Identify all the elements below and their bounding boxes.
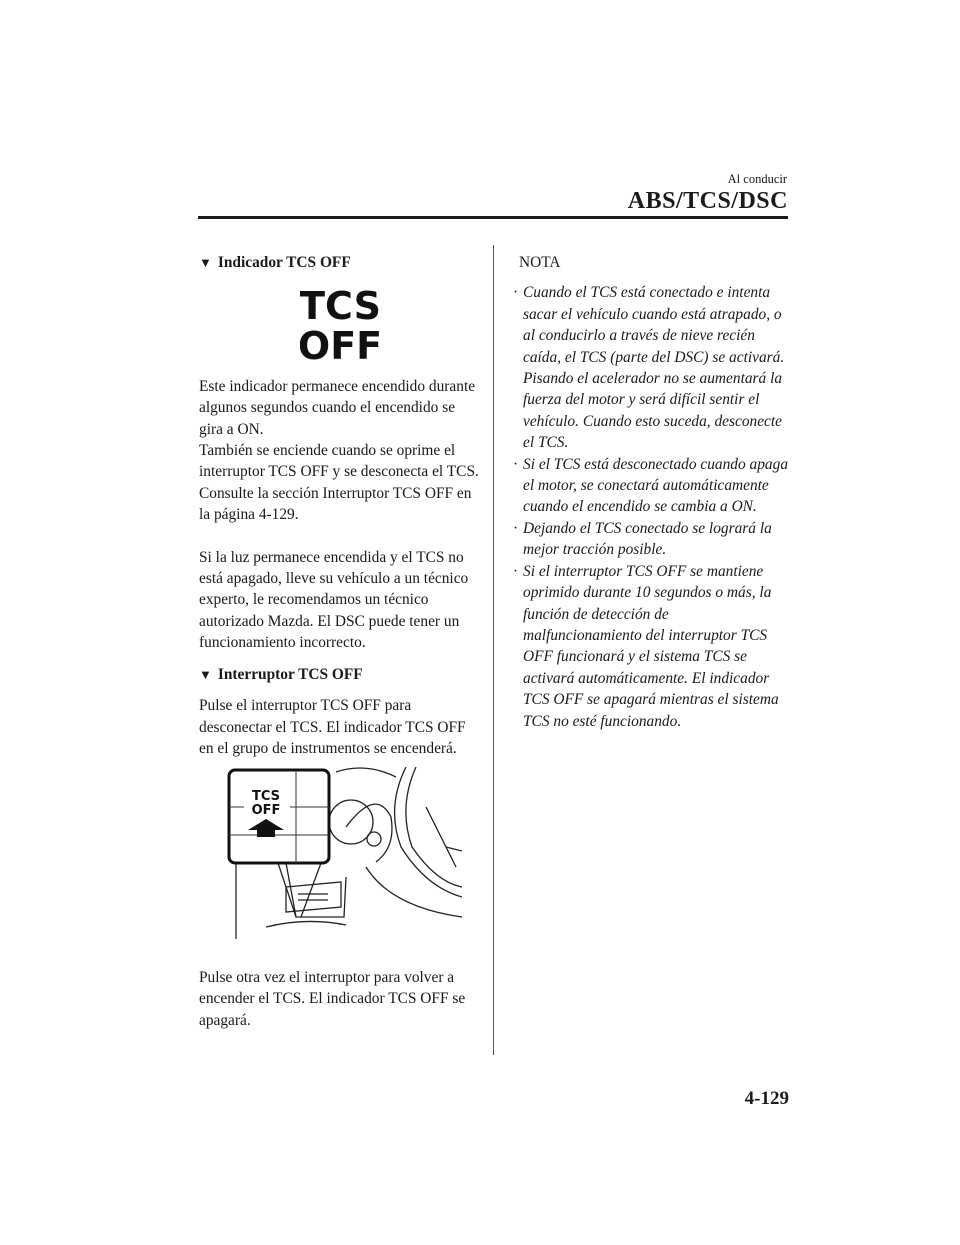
heading-interruptor-tcs-off xyxy=(199,664,481,685)
paragraph-reference: Consulte la sección Interruptor TCS OFF en la página 4-129. xyxy=(199,484,472,524)
heading-text: Interruptor TCS OFF xyxy=(217,665,363,683)
dashboard-switch-illustration xyxy=(226,767,462,939)
paragraph-switch-reenable: Pulse otra vez el interruptor para volver a encender el TCS. El indicador TCS OFF se apagará. xyxy=(199,968,466,1029)
switch-label-line-2: OFF xyxy=(251,803,281,819)
notes-list xyxy=(509,282,789,732)
right-column xyxy=(509,252,789,732)
note-item xyxy=(509,454,789,518)
note-item xyxy=(509,282,789,453)
paragraph-indicator-on: También se enciende cuando se oprime el interruptor TCS OFF y se desconecta el TCS. xyxy=(199,442,479,481)
spacer xyxy=(199,526,481,547)
spacer xyxy=(199,946,481,967)
header-title: ABS/TCS/DSC xyxy=(627,188,788,214)
triangle-down-icon: ▼ xyxy=(199,255,212,270)
switch-label-line-1: TCS xyxy=(251,789,281,805)
nota-label: NOTA xyxy=(519,254,561,271)
tcs-off-indicator-icon xyxy=(300,283,380,363)
note-item xyxy=(509,561,789,732)
left-column xyxy=(199,252,481,1031)
note-text: Cuando el TCS está conectado e intenta sacar el vehículo cuando está atrapado, o al conducirlo a través de nieve recién caída, el TCS (parte del DSC) se activará. Pisando el acelerador no se aumentará la fuerza del motor y será difícil sentir el vehículo. Cuando esto suceda, desconecte el TCS. xyxy=(523,284,785,452)
note-text: Dejando el TCS conectado se logrará la mejor tracción posible. xyxy=(523,519,772,559)
triangle-down-icon: ▼ xyxy=(199,666,212,682)
header-section-label: Al conducir xyxy=(727,172,787,186)
indicator-line-2: OFF xyxy=(300,324,380,364)
heading-text: Indicador TCS OFF xyxy=(217,254,351,271)
paragraph-switch-usage: Pulse el interruptor TCS OFF para desconectar el TCS. El indicador TCS OFF en el grupo de instrumentos se encenderá. xyxy=(199,697,466,757)
spacer xyxy=(199,685,481,695)
bullet-icon: · xyxy=(513,562,519,580)
spacer xyxy=(199,654,481,664)
indicator-line-1: TCS xyxy=(300,284,380,329)
bullet-icon: · xyxy=(513,519,519,537)
page-number: 4-129 xyxy=(744,1088,789,1109)
note-text: Si el TCS está desconectado cuando apaga el motor, se conectará automáticamente cuando el encendido se cambia a ON. xyxy=(523,455,789,516)
paragraph-warning: Si la luz permanece encendida y el TCS no está apagado, lleve su vehículo a un técnico experto, le recomendamos un técnico autorizado Mazda. El DSC puede tener un funcionamiento incorrecto. xyxy=(199,548,469,652)
column-divider xyxy=(493,245,494,1055)
paragraph-indicator-desc: Este indicador permanece encendido durante algunos segundos cuando el encendido se gira a ON. xyxy=(199,377,476,438)
bullet-icon: · xyxy=(513,455,519,473)
note-item xyxy=(509,518,789,561)
note-text: Si el interruptor TCS OFF se mantiene oprimido durante 10 segundos o más, la función de detección de malfuncionamiento del interruptor TCS OFF funcionará y el sistema TCS se activará automáticamente. El indicador TCS OFF se apagará mientras el sistema TCS no esté funcionando. xyxy=(523,562,779,730)
header-rule xyxy=(198,216,788,219)
heading-indicador-tcs-off xyxy=(199,252,481,273)
bullet-icon: · xyxy=(513,284,519,302)
